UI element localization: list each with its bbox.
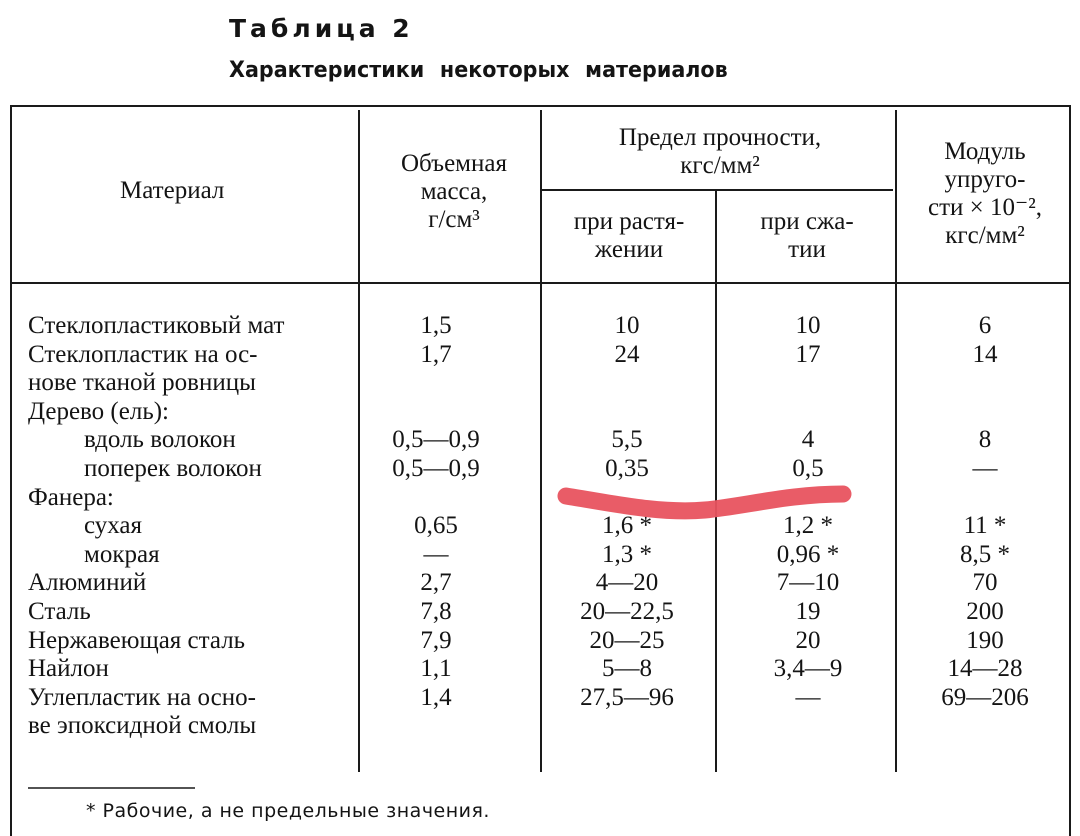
row-material: сухая [84, 512, 143, 540]
row-density-value: 2,7 [420, 569, 452, 597]
header-modulus-line-2: упруго- [944, 166, 1026, 193]
row-density-value: 0,5—0,9 [392, 426, 480, 454]
row-compression-value: 0,96 * [776, 540, 840, 568]
row-compression-value: 17 [795, 340, 821, 368]
header-material: Материал [120, 177, 225, 204]
row-tension-value: 27,5—96 [580, 683, 674, 711]
row-material: Алюминий [28, 569, 147, 597]
row-modulus-value: 8 [978, 426, 992, 454]
row-modulus-value: 8,5 * [960, 540, 1010, 568]
row-compression-value: 1,2 * [783, 512, 833, 540]
row-tension-value: 5,5 [611, 426, 643, 454]
row-material: Стеклопластик на ос- [28, 340, 258, 368]
table-title: Характеристики некоторых материалов [229, 58, 728, 83]
row-tension-value: 0,35 [605, 455, 649, 482]
row-material: мокрая [84, 540, 160, 568]
header-compression [722, 208, 892, 264]
header-strength-line-2: кгс/мм² [680, 152, 760, 179]
row-density-value: 0,5—0,9 [392, 455, 480, 482]
header-modulus-line-4: кгс/мм² [945, 222, 1025, 249]
row-density-value: 1,7 [420, 340, 452, 368]
row-density-value: 7,8 [420, 598, 452, 625]
row-material: Дерево (ель): [28, 397, 170, 425]
header-tension-line-1: при растя- [573, 208, 685, 235]
row-material: нове тканой ровницы [28, 369, 256, 397]
row-compression-value: 4 [801, 426, 815, 454]
header-compression-line-1: при сжа- [760, 208, 854, 235]
row-modulus-value: — [972, 455, 998, 482]
row-tension-value: 1,6 * [602, 512, 652, 540]
row-density-value: 1,5 [420, 312, 452, 339]
header-density-line-1: Объемная [401, 150, 507, 177]
row-modulus-value: 14 [972, 340, 998, 368]
footnote: * Рабочие, а не предельные значения. [86, 800, 490, 822]
table-number: Таблица 2 [229, 14, 414, 43]
row-density-value: 7,9 [420, 626, 452, 654]
row-modulus-value: 14—28 [947, 655, 1023, 683]
row-material: Нержавеющая сталь [28, 626, 246, 654]
header-strength [560, 124, 880, 180]
row-tension-value: 1,3 * [602, 540, 652, 568]
row-tension-value: 20—22,5 [580, 598, 674, 625]
header-density-line-2: масса, [420, 178, 488, 205]
row-density-value: 1,4 [420, 683, 452, 711]
row-modulus-value: 190 [966, 626, 1004, 654]
row-tension-value: 10 [614, 312, 640, 339]
row-compression-value: 0,5 [792, 455, 824, 482]
row-tension-value: 5—8 [602, 655, 652, 683]
row-modulus-value: 70 [972, 569, 998, 597]
header-compression-line-2: тии [788, 236, 826, 263]
row-material: Сталь [28, 598, 91, 625]
row-tension-value: 24 [614, 340, 640, 368]
row-modulus-value: 6 [978, 312, 992, 339]
row-compression-value: 3,4—9 [773, 655, 843, 683]
row-compression-value: — [795, 683, 821, 711]
header-density [378, 150, 530, 234]
row-modulus-value: 69—206 [941, 683, 1029, 711]
header-tension [546, 208, 712, 264]
row-compression-value: 10 [795, 312, 821, 339]
row-compression-value: 7—10 [776, 569, 840, 597]
row-material: поперек волокон [84, 455, 262, 482]
row-density-value: 0,65 [414, 512, 458, 540]
row-material: Найлон [28, 655, 109, 683]
header-modulus-line-3: сти × 10⁻², [928, 194, 1042, 221]
row-material: Стеклопластиковый мат [28, 312, 285, 339]
row-tension-value: 4—20 [595, 569, 659, 597]
row-material: ве эпоксидной смолы [28, 712, 257, 740]
row-density-value: 1,1 [420, 655, 452, 683]
row-material: Углепластик на осно- [28, 683, 256, 711]
row-compression-value: 19 [795, 598, 821, 625]
row-modulus-value: 200 [966, 598, 1004, 625]
row-compression-value: 20 [795, 626, 821, 654]
row-density-value: — [423, 540, 449, 568]
header-modulus [902, 138, 1068, 250]
header-modulus-line-1: Модуль [944, 138, 1026, 165]
row-material: вдоль волокон [84, 426, 236, 454]
row-tension-value: 20—25 [589, 626, 665, 654]
header-density-line-3: г/см³ [428, 206, 480, 233]
row-material: Фанера: [28, 483, 114, 511]
row-modulus-value: 11 * [963, 512, 1007, 540]
header-strength-line-1: Предел прочности, [618, 124, 822, 151]
header-tension-line-2: жении [594, 236, 664, 263]
